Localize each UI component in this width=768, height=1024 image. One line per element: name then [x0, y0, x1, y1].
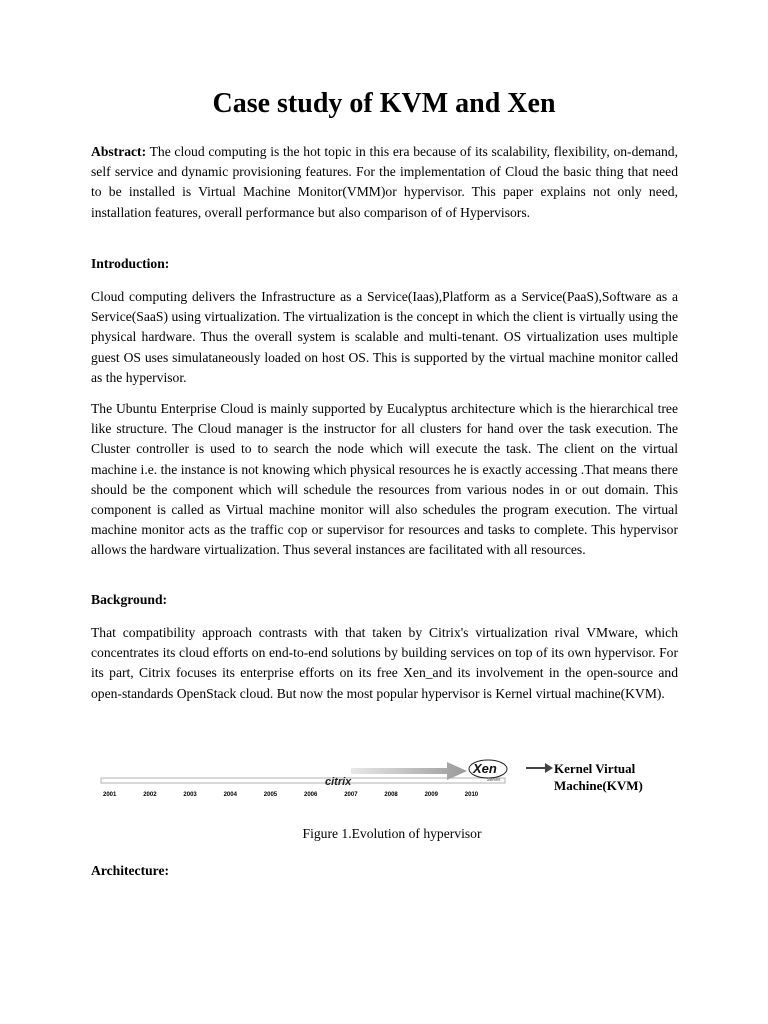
kvm-label-line-1: Kernel Virtual — [554, 761, 636, 776]
timeline-year-label: 2009 — [424, 792, 438, 798]
kvm-arrow-head — [545, 763, 553, 773]
background-heading: Background: — [91, 592, 168, 607]
paper-title: Case study of KVM and Xen — [212, 88, 556, 119]
timeline-year-label: 2007 — [344, 792, 358, 798]
timeline-year-label: 2001 — [103, 792, 117, 798]
progression-arrow — [351, 762, 467, 780]
introduction-heading: Introduction: — [91, 256, 170, 271]
abstract-label: Abstract: — [91, 144, 147, 159]
timeline-year-label: 2005 — [263, 792, 278, 798]
background-paragraph: That compatibility approach contrasts with that taken by Citrix's virtualization rival VMware, which concentrates its cloud efforts on end-to-end solutions by building services on top of its own hypervisor. For its part, Citrix focuses its enterprise efforts on its free Xen_and its involvement in the open-source and open-standards OpenStack cloud. But now the most popular hypervisor is Kernel virtual machine(KVM). — [91, 625, 678, 701]
abstract-text: The cloud computing is the hot topic in this era because of its scalability, flexibility, on-demand, self service and dynamic provisioning features. For the implementation of Cloud the basic thing that need to be installed is Virtual Machine Monitor(VMM)or hypervisor. This paper explains not only need, installation features, overall performance but also comparison of of Hypervisors. — [91, 144, 678, 220]
abstract-paragraph — [91, 142, 678, 223]
kvm-label-line-2: Machine(KVM) — [554, 778, 643, 793]
xen-logo-sub: Server — [487, 777, 501, 782]
figure-caption: Figure 1.Evolution of hypervisor — [302, 826, 482, 841]
timeline-year-label: 2006 — [304, 792, 318, 798]
hypervisor-evolution-figure — [95, 752, 675, 800]
timeline-year-label: 2002 — [143, 792, 157, 798]
timeline-year-label: 2008 — [384, 792, 398, 798]
timeline-year-label: 2003 — [183, 792, 197, 798]
timeline-bar — [101, 778, 505, 783]
citrix-logo: citrix — [325, 776, 352, 788]
kvm-label — [554, 760, 643, 794]
xen-logo: Xen — [473, 761, 497, 776]
timeline-year-label: 2004 — [223, 792, 237, 798]
introduction-paragraph-2: The Ubuntu Enterprise Cloud is mainly supported by Eucalyptus architecture which is the hierarchical tree like structure. The Cloud manager is the instructor for all clusters for hand over the task execution. The Cluster controller is used to to search the node which will execute the task. The client on the virtual machine i.e. the instance is not knowing which physical resources he is exactly accessing .That means there should be the component which will schedule the resources from various nodes in or out domain. This component is called as Virtual machine monitor will also schedules the program execution. The virtual machine monitor acts as the traffic cop or supervisor for resources and tasks to complete. This hypervisor allows the hardware virtualization. Thus several instances are facilitated with all resources. — [91, 401, 678, 558]
timeline-year-label: 2010 — [464, 792, 479, 798]
architecture-heading: Architecture: — [91, 863, 170, 878]
introduction-paragraph-1: Cloud computing delivers the Infrastructure as a Service(Iaas),Platform as a Service(PaaS),Software as a Service(SaaS) using virtualization. The virtualization is the concept in which the client is virtually using the physical hardware. Thus the overall system is scalable and multi-tenant. OS virtualization uses multiple guest OS uses simulataneously loaded on host OS. This is supported by the virtual machine monitor called as the hypervisor. — [91, 289, 678, 385]
